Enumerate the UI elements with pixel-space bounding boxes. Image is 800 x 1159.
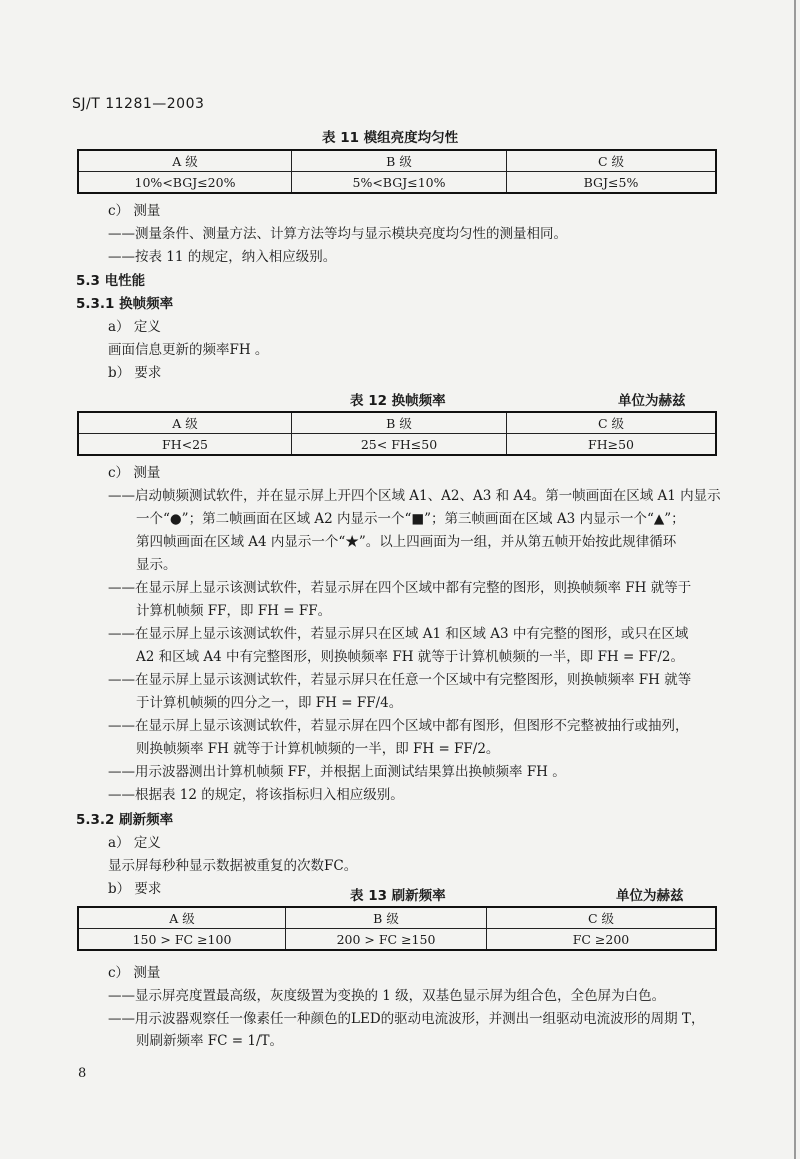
table-11-cell-a: 10%<BGJ≤20%	[78, 172, 292, 194]
table-12-caption: 表 12 换帧频率	[350, 393, 446, 409]
table-13-header-c: C 级	[487, 907, 717, 929]
standard-number: SJ/T 11281—2003	[72, 96, 205, 112]
s1-measure-heading: c） 测量	[108, 203, 161, 219]
table-12-cell-c: FH≥50	[507, 434, 717, 456]
s2-line-5: ——在显示屏上显示该测试软件，若显示屏在四个区域中都有完整的图形，则换帧频率 FH 就等于	[108, 580, 692, 596]
table-13-unit: 单位为赫兹	[616, 888, 684, 904]
s531-definition: 画面信息更新的频率FH 。	[108, 342, 269, 358]
page-number: 8	[78, 1066, 87, 1081]
page-edge-line	[794, 0, 796, 1159]
table-11-header-b: B 级	[292, 150, 507, 172]
table-11-header-a: A 级	[78, 150, 292, 172]
table-13-header-b: B 级	[286, 907, 487, 929]
s2-line-10: 于计算机帧频的四分之一，即 FH = FF/4。	[136, 695, 403, 711]
s2-line-3: 第四帧画面在区域 A4 内显示一个“★”。以上四画面为一组，并从第五帧开始按此规律循环	[136, 534, 677, 550]
s2-line-4: 显示。	[136, 557, 177, 573]
s2-line-6: 计算机帧频 FF，即 FH = FF。	[136, 603, 332, 619]
s2-line-7: ——在显示屏上显示该测试软件，若显示屏只在区域 A1 和区域 A3 中有完整的图形，或只在区域	[108, 626, 689, 642]
s1-dash-2: ——按表 11 的规定，纳入相应级别。	[108, 249, 337, 265]
table-11-header-c: C 级	[507, 150, 717, 172]
table-13-cell-b: 200 > FC ≥150	[286, 929, 487, 951]
s2-line-14: ——根据表 12 的规定，将该指标归入相应级别。	[108, 787, 404, 803]
s2-line-1: ——启动帧频测试软件，并在显示屏上开四个区域 A1、A2、A3 和 A4。第一帧画面在区域 A1 内显示	[108, 488, 721, 504]
table-12-header-b: B 级	[292, 412, 507, 434]
s2-measure-heading: c） 测量	[108, 465, 161, 481]
table-13	[77, 906, 717, 951]
table-13-cell-c: FC ≥200	[487, 929, 717, 951]
s3-dash-1: ——显示屏亮度置最高级，灰度级置为变换的 1 级，双基色显示屏为组合色，全色屏为白色。	[108, 988, 666, 1004]
s2-line-11: ——在显示屏上显示该测试软件，若显示屏在四个区域中都有图形，但图形不完整被抽行或抽列，	[108, 718, 689, 734]
table-12-header-a: A 级	[78, 412, 292, 434]
table-12	[77, 411, 717, 456]
s2-line-12: 则换帧频率 FH 就等于计算机帧频的一半，即 FH = FF/2。	[136, 741, 500, 757]
table-13-cell-a: 150 > FC ≥100	[78, 929, 286, 951]
section-5-3-1: 5.3.1 换帧频率	[76, 296, 174, 312]
s3-dash-3: 则刷新频率 FC = 1/T。	[136, 1033, 284, 1049]
s2-line-8: A2 和区域 A4 中有完整图形，则换帧频率 FH 就等于计算机帧频的一半，即 FH = FF/2。	[136, 649, 684, 665]
s3-measure-heading: c） 测量	[108, 965, 161, 981]
s2-line-9: ——在显示屏上显示该测试软件，若显示屏只在任意一个区域中有完整图形，则换帧频率 FH 就等	[108, 672, 692, 688]
s531-definition-heading: a） 定义	[108, 319, 161, 335]
s2-line-2: 一个“●”；第二帧画面在区域 A2 内显示一个“■”；第三帧画面在区域 A3 内显示一个“▲”；	[136, 511, 685, 527]
table-11-cell-b: 5%<BGJ≤10%	[292, 172, 507, 194]
s532-definition: 显示屏每秒种显示数据被重复的次数FC。	[108, 858, 358, 874]
table-13-caption: 表 13 刷新频率	[350, 888, 446, 904]
s531-requirement-heading: b） 要求	[108, 365, 162, 381]
s1-dash-1: ——测量条件、测量方法、计算方法等均与显示模块亮度均匀性的测量相同。	[108, 226, 567, 242]
table-12-unit: 单位为赫兹	[618, 393, 686, 409]
s3-dash-2: ——用示波器观察任一像素任一种颜色的LED的驱动电流波形，并测出一组驱动电流波形的周期 T，	[108, 1011, 705, 1027]
table-13-header-a: A 级	[78, 907, 286, 929]
table-12-header-c: C 级	[507, 412, 717, 434]
s532-definition-heading: a） 定义	[108, 835, 161, 851]
table-12-cell-a: FH<25	[78, 434, 292, 456]
s532-requirement-heading: b） 要求	[108, 881, 162, 897]
table-11	[77, 149, 717, 194]
table-11-caption: 表 11 模组亮度均匀性	[322, 130, 459, 146]
section-5-3: 5.3 电性能	[76, 273, 146, 289]
table-11-cell-c: BGJ≤5%	[507, 172, 717, 194]
s2-line-13: ——用示波器测出计算机帧频 FF，并根据上面测试结果算出换帧频率 FH 。	[108, 764, 566, 780]
table-12-cell-b: 25< FH≤50	[292, 434, 507, 456]
section-5-3-2: 5.3.2 刷新频率	[76, 812, 174, 828]
